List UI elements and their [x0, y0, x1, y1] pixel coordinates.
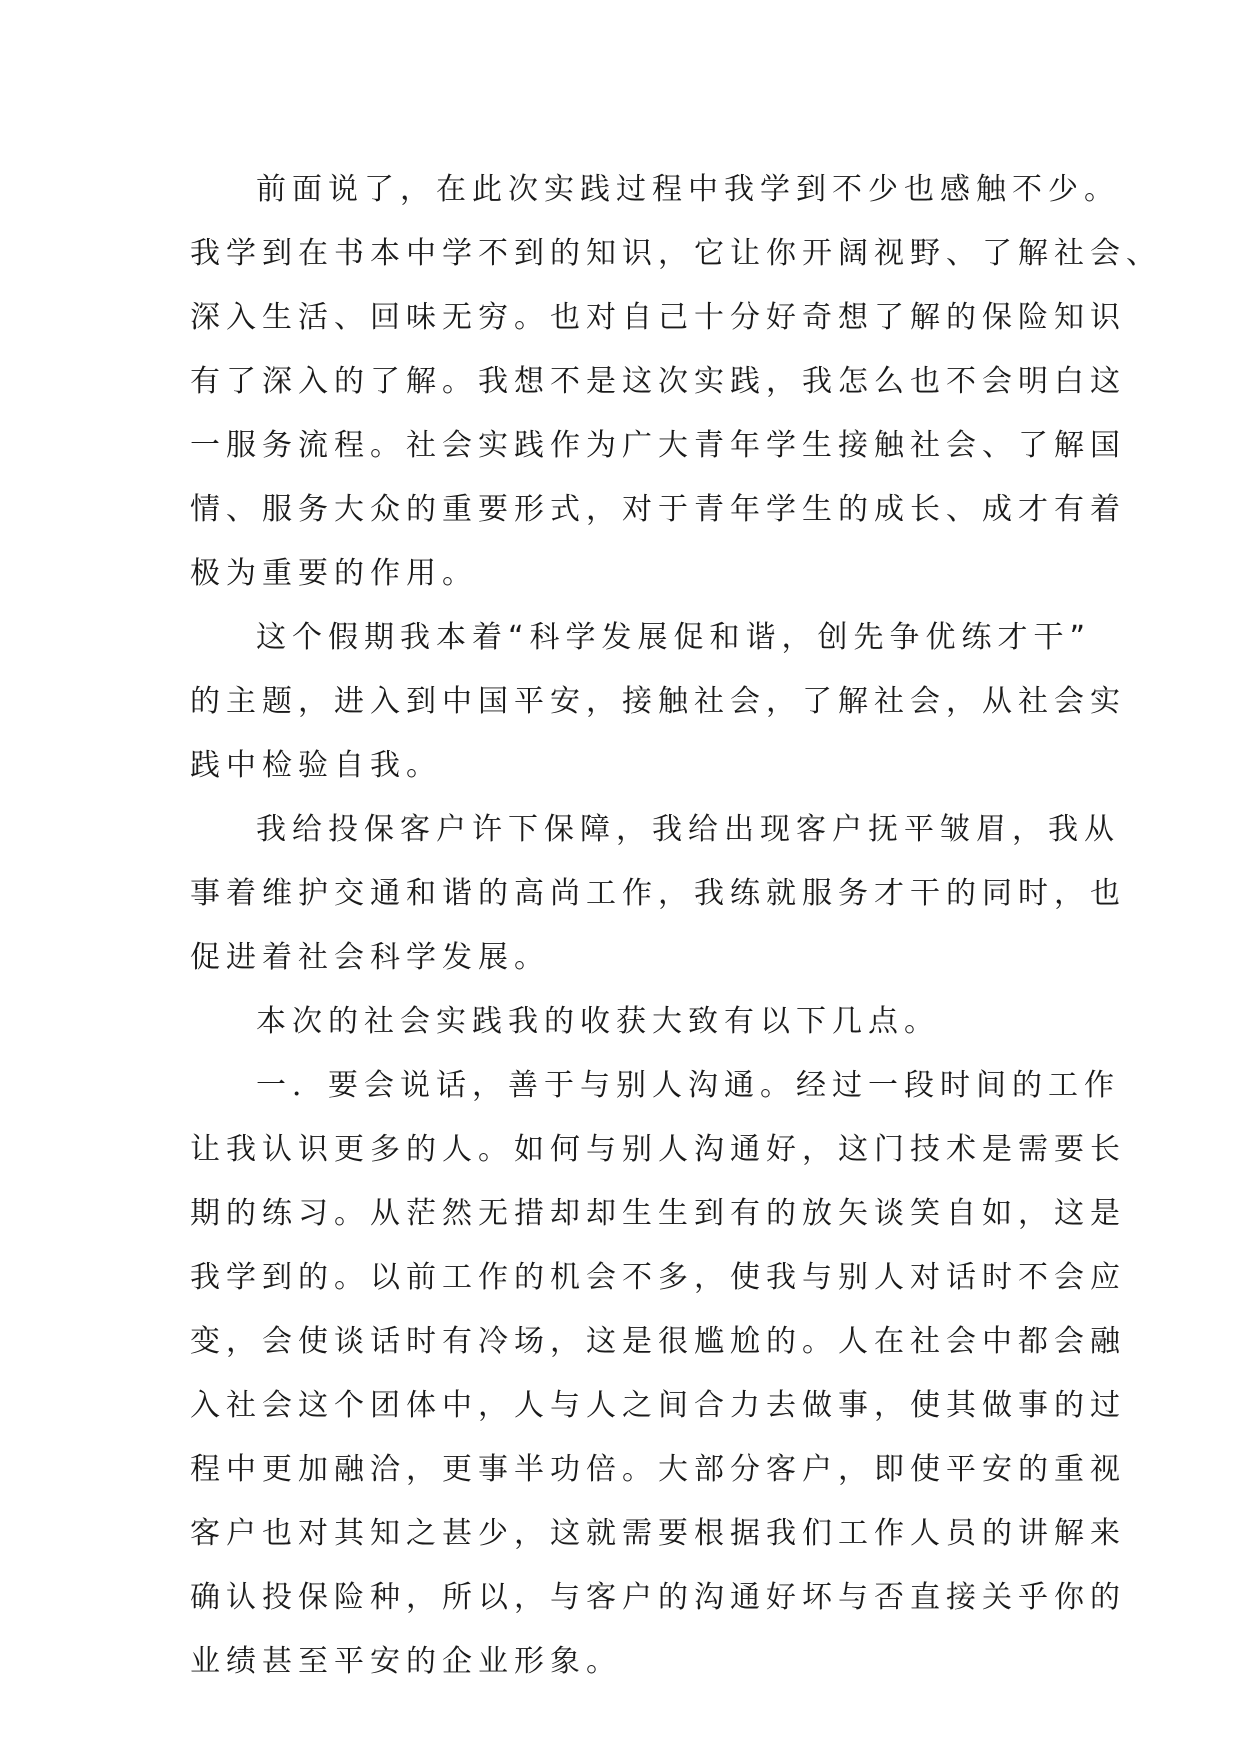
text-line: 一服务流程。社会实践作为广大青年学生接触社会、了解国 [190, 428, 1126, 463]
text-line: 本次的社会实践我的收获大致有以下几点。 [256, 1004, 940, 1039]
text-line: 深入生活、回味无穷。也对自己十分好奇想了解的保险知识 [190, 300, 1126, 335]
text-line: 极为重要的作用。 [190, 556, 478, 591]
text-line: 的主题，进入到中国平安，接触社会，了解社会，从社会实 [190, 684, 1126, 719]
text-line: 这个假期我本着“科学发展促和谐，创先争优练才干” [256, 620, 1092, 655]
text-line: 客户也对其知之甚少，这就需要根据我们工作人员的讲解来 [190, 1516, 1126, 1551]
text-line: 入社会这个团体中，人与人之间合力去做事，使其做事的过 [190, 1388, 1126, 1423]
text-line: 变，会使谈话时有冷场，这是很尴尬的。人在社会中都会融 [190, 1324, 1126, 1359]
text-line: 一．要会说话，善于与别人沟通。经过一段时间的工作 [256, 1068, 1120, 1103]
text-line: 期的练习。从茫然无措却却生生到有的放矢谈笑自如，这是 [190, 1196, 1126, 1231]
text-line: 践中检验自我。 [190, 748, 442, 783]
text-line: 促进着社会科学发展。 [190, 940, 550, 975]
text-line: 我学到的。以前工作的机会不多，使我与别人对话时不会应 [190, 1260, 1126, 1295]
text-line: 业绩甚至平安的企业形象。 [190, 1644, 622, 1679]
text-line: 我学到在书本中学不到的知识，它让你开阔视野、了解社会、 [190, 236, 1162, 271]
text-line: 让我认识更多的人。如何与别人沟通好，这门技术是需要长 [190, 1132, 1126, 1167]
document-body [190, 158, 1162, 1694]
text-line: 情、服务大众的重要形式，对于青年学生的成长、成才有着 [190, 492, 1126, 527]
text-line: 确认投保险种，所以，与客户的沟通好坏与否直接关乎你的 [190, 1580, 1126, 1615]
text-line: 有了深入的了解。我想不是这次实践，我怎么也不会明白这 [190, 364, 1126, 399]
text-line: 前面说了，在此次实践过程中我学到不少也感触不少。 [256, 172, 1120, 207]
text-line: 我给投保客户许下保障，我给出现客户抚平皱眉，我从 [256, 812, 1120, 847]
text-line: 程中更加融洽，更事半功倍。大部分客户，即使平安的重视 [190, 1452, 1126, 1487]
text-line: 事着维护交通和谐的高尚工作，我练就服务才干的同时，也 [190, 876, 1126, 911]
